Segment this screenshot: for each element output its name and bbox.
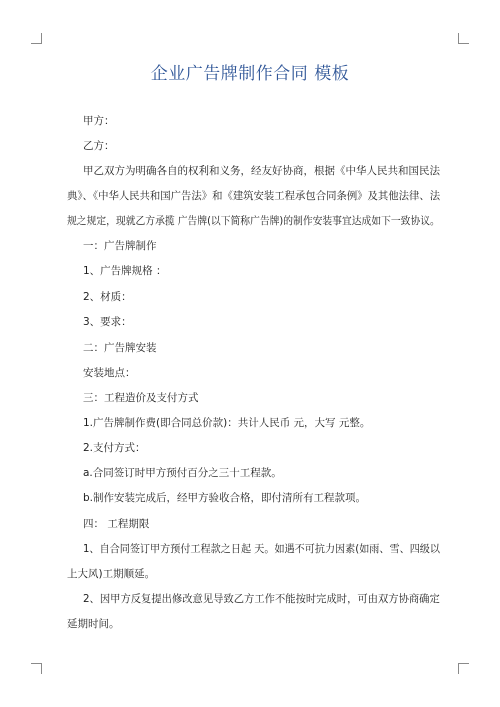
section-3-item-2: 2.支付方式：: [83, 442, 146, 454]
preamble-line-2: 典》、《中华人民共和国广告法》和《建筑安装工程承包合同条例》及其他法律、法: [67, 190, 441, 202]
party-a-line: 甲方：: [83, 115, 115, 127]
section-4-item-2-line-2: 延期时间。: [67, 618, 120, 630]
section-2-location: 安装地点：: [83, 367, 136, 379]
section-1-heading: 一：广告牌制作: [83, 240, 157, 252]
section-3-heading: 三：工程造价及支付方式: [83, 392, 199, 404]
crop-mark-bottom-right: [458, 663, 469, 674]
crop-mark-top-left: [31, 33, 42, 44]
section-1-item-2: 2、材质：: [83, 291, 132, 303]
preamble-line-3: 规之规定，现就乙方承揽 广告牌(以下简称广告牌)的制作安装事宜达成如下一致协议。: [67, 215, 440, 227]
section-3-item-b: b.制作安装完成后，经甲方验收合格，即付清所有工程款项。: [83, 492, 367, 504]
section-3-item-1: 1.广告牌制作费(即合同总价款)：共计人民币 元，大写 元整。: [83, 417, 371, 429]
crop-mark-bottom-left: [31, 663, 42, 674]
party-b-line: 乙方：: [83, 140, 115, 152]
section-1-item-1: 1、广告牌规格 ：: [83, 265, 167, 277]
section-3-item-a: a.合同签订时甲方预付百分之三十工程款。: [83, 467, 282, 479]
document-title: 企业广告牌制作合同 模板: [150, 64, 350, 84]
section-2-heading: 二：广告牌安装: [83, 342, 157, 354]
crop-mark-top-right: [458, 33, 469, 44]
section-4-item-2-line-1: 2、因甲方反复提出修改意见导致乙方工作不能按时完成时，可由双方协商确定: [83, 593, 440, 605]
preamble-line-1: 甲乙双方为明确各自的权利和义务，经友好协商，根据《中华人民共和国民法: [83, 165, 440, 177]
section-4-item-1-line-2: 上大风)工期顺延。: [67, 568, 156, 580]
section-4-item-1-line-1: 1、自合同签订甲方预付工程款之日起 天。如遇不可抗力因素(如雨、雪、四级以: [83, 543, 441, 555]
section-4-heading: 四： 工程期限: [83, 518, 150, 530]
section-1-item-3: 3、要求：: [83, 316, 132, 328]
